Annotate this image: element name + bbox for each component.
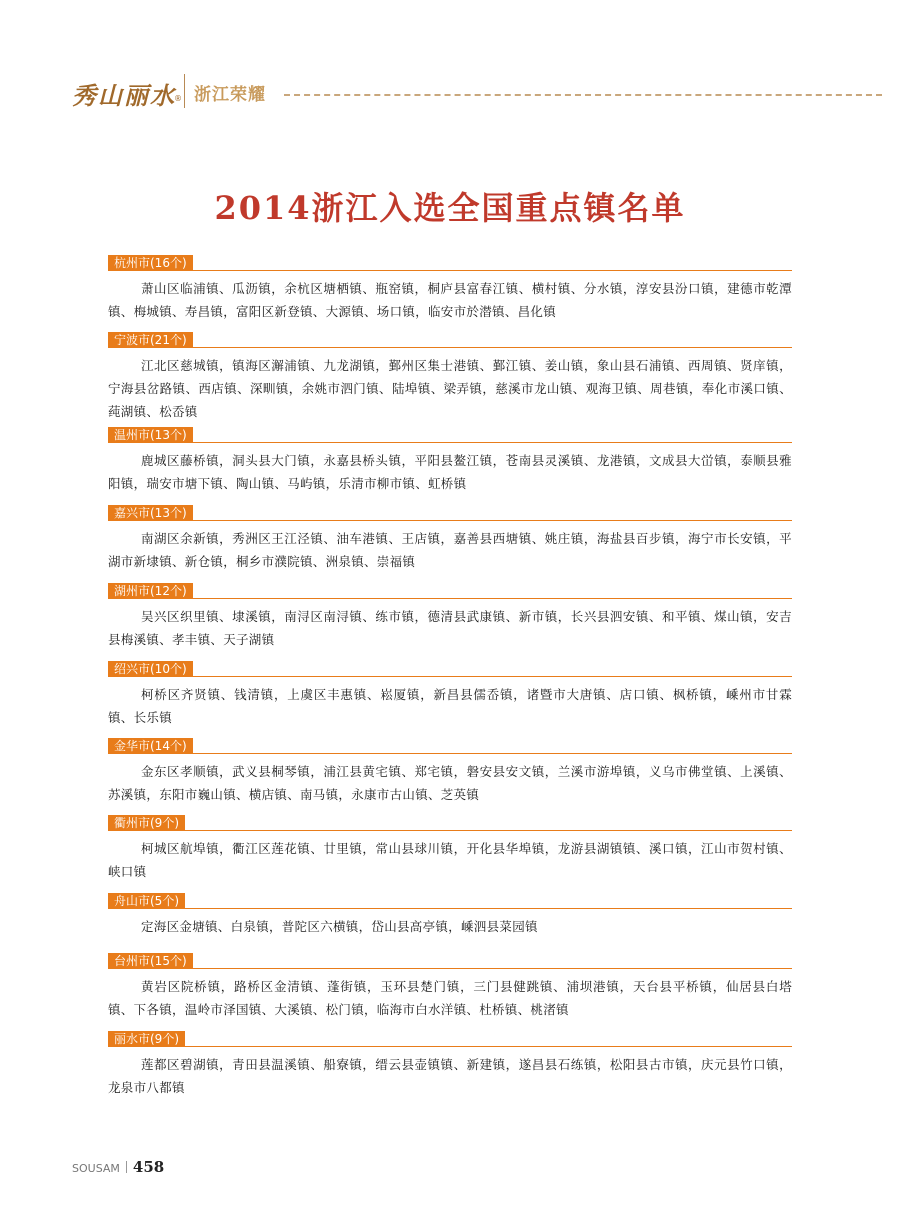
city-header: [108, 505, 792, 521]
city-block-jinhua: [108, 738, 792, 806]
magazine-logo: 秀山丽水: [72, 81, 176, 110]
city-header: [108, 738, 792, 754]
town-list: 柯城区航埠镇，衢江区莲花镇、廿里镇，常山县球川镇，开化县华埠镇，龙游县湖镇镇、溪口镇，江山市贺村镇、峡口镇: [108, 841, 792, 879]
city-rule: [108, 442, 792, 443]
city-label: 衢州市(9个): [108, 815, 185, 831]
city-header: [108, 661, 792, 677]
city-block-shaoxing: [108, 661, 792, 729]
city-rule: [108, 520, 792, 521]
city-header: [108, 427, 792, 443]
city-header: [108, 893, 792, 909]
page-header: [72, 72, 882, 112]
city-label: 嘉兴市(13个): [108, 505, 193, 521]
city-block-zhoushan: [108, 893, 792, 938]
city-block-jiaxing: [108, 505, 792, 573]
city-header: [108, 255, 792, 271]
town-list: 鹿城区藤桥镇，洞头县大门镇，永嘉县桥头镇，平阳县鳌江镇，苍南县灵溪镇、龙港镇，文成县大峃镇，泰顺县雅阳镇，瑞安市塘下镇、陶山镇、马屿镇，乐清市柳市镇、虹桥镇: [108, 453, 792, 491]
header-divider: [184, 74, 185, 108]
city-block-hangzhou: [108, 255, 792, 323]
city-label: 丽水市(9个): [108, 1031, 185, 1047]
town-list: 柯桥区齐贤镇、钱清镇，上虞区丰惠镇、崧厦镇，新昌县儒岙镇，诸暨市大唐镇、店口镇、枫桥镇，嵊州市甘霖镇、长乐镇: [108, 687, 792, 725]
town-list: 定海区金塘镇、白泉镇，普陀区六横镇，岱山县高亭镇，嵊泗县菜园镇: [141, 919, 538, 934]
city-label: 温州市(13个): [108, 427, 193, 443]
city-block-wenzhou: [108, 427, 792, 495]
city-block-quzhou: [108, 815, 792, 883]
page-title: 2014浙江入选全国重点镇名单: [214, 189, 686, 227]
city-rule: [108, 270, 792, 271]
city-block-taizhou: [108, 953, 792, 1021]
footer-brand: SOUSAM: [72, 1162, 120, 1175]
city-rule: [108, 753, 792, 754]
city-label: 湖州市(12个): [108, 583, 193, 599]
city-block-ningbo: [108, 332, 792, 423]
page-footer: [72, 1158, 164, 1176]
town-list: 江北区慈城镇，镇海区澥浦镇、九龙湖镇，鄞州区集士港镇、鄞江镇、姜山镇，象山县石浦镇、西周镇、贤庠镇，宁海县岔路镇、西店镇、深甽镇，余姚市泗门镇、陆埠镇、梁弄镇，慈溪市龙山镇、观海卫镇、周巷镇，奉化市溪口镇、莼湖镇、松岙镇: [108, 358, 792, 419]
registered-mark: ®: [174, 94, 182, 103]
city-label: 杭州市(16个): [108, 255, 193, 271]
town-list: 莲都区碧湖镇，青田县温溪镇、船寮镇，缙云县壶镇镇、新建镇，遂昌县石练镇，松阳县古市镇，庆元县竹口镇，龙泉市八都镇: [108, 1057, 792, 1095]
city-rule: [108, 830, 792, 831]
city-label: 舟山市(5个): [108, 893, 185, 909]
city-label: 金华市(14个): [108, 738, 193, 754]
city-rule: [108, 908, 792, 909]
city-label: 宁波市(21个): [108, 332, 193, 348]
city-block-lishui: [108, 1031, 792, 1099]
city-header: [108, 953, 792, 969]
page-number: 458: [132, 1158, 165, 1176]
city-rule: [108, 598, 792, 599]
city-header: [108, 815, 792, 831]
city-block-huzhou: [108, 583, 792, 651]
city-rule: [108, 676, 792, 677]
city-header: [108, 583, 792, 599]
city-rule: [108, 1046, 792, 1047]
city-label: 绍兴市(10个): [108, 661, 193, 677]
town-list: 黄岩区院桥镇，路桥区金清镇、蓬街镇，玉环县楚门镇，三门县健跳镇、浦坝港镇，天台县平桥镇，仙居县白塔镇、下各镇，温岭市泽国镇、大溪镇、松门镇，临海市白水洋镇、杜桥镇、桃渚镇: [108, 979, 792, 1017]
town-list: 南湖区余新镇，秀洲区王江泾镇、油车港镇、王店镇，嘉善县西塘镇、姚庄镇，海盐县百步镇，海宁市长安镇，平湖市新埭镇、新仓镇，桐乡市濮院镇、洲泉镇、崇福镇: [108, 531, 792, 569]
header-dashed-rule: [284, 94, 882, 96]
city-header: [108, 1031, 792, 1047]
section-name: 浙江荣耀: [194, 85, 266, 105]
city-label: 台州市(15个): [108, 953, 193, 969]
city-rule: [108, 968, 792, 969]
city-rule: [108, 347, 792, 348]
footer-divider: [126, 1161, 127, 1173]
town-list: 萧山区临浦镇、瓜沥镇，余杭区塘栖镇、瓶窑镇，桐庐县富春江镇、横村镇、分水镇，淳安县汾口镇，建德市乾潭镇、梅城镇、寿昌镇，富阳区新登镇、大源镇、场口镇，临安市於潜镇、昌化镇: [108, 281, 792, 319]
town-list: 金东区孝顺镇，武义县桐琴镇，浦江县黄宅镇、郑宅镇，磐安县安文镇，兰溪市游埠镇，义乌市佛堂镇、上溪镇、苏溪镇，东阳市巍山镇、横店镇、南马镇，永康市古山镇、芝英镇: [108, 764, 792, 802]
city-header: [108, 332, 792, 348]
town-list: 吴兴区织里镇、埭溪镇，南浔区南浔镇、练市镇，德清县武康镇、新市镇，长兴县泗安镇、和平镇、煤山镇，安吉县梅溪镇、孝丰镇、天子湖镇: [108, 609, 792, 647]
